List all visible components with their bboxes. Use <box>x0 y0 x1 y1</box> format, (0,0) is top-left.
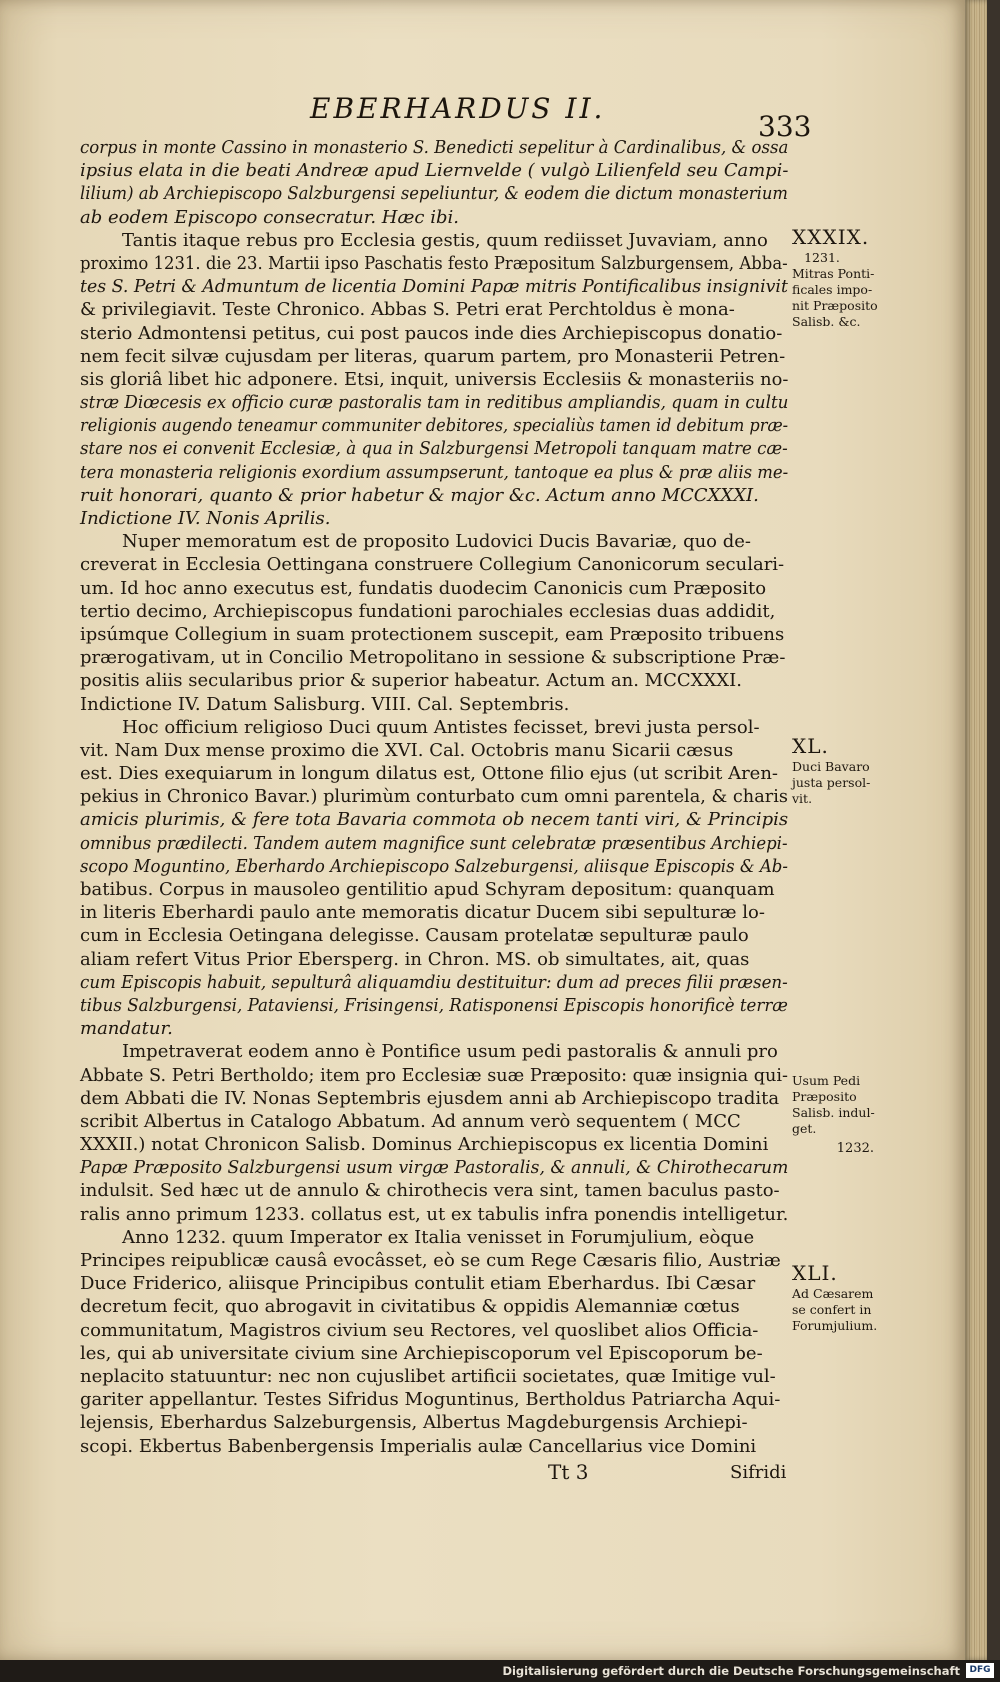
margin-note-usum-pedi <box>792 1073 884 1157</box>
text-line: scopo Moguntino, Eberhardo Archiepiscopo Salzeburgensi, aliisque Episcopis & Ab- <box>80 855 789 877</box>
margin-year: 1232. <box>836 1141 874 1156</box>
text-line: dem Abbati die IV. Nonas Septembris ejusdem anni ab Archiepiscopo tradita <box>80 1087 780 1109</box>
text-line: stræ Diœcesis ex officio curæ pastoralis tam in reditibus ampliandis, quam in cultu <box>80 392 789 414</box>
margin-note-line: justa persol- <box>792 775 871 790</box>
text-line: tera monasteria religionis exordium assumpserunt, tantoque ea plus & præ aliis me- <box>80 461 789 483</box>
text-line: ralis anno primum 1233. collatus est, ut ex tabulis infra ponendis intelligetur. <box>80 1203 789 1225</box>
text-line: proximo 1231. die 23. Martii ipso Paschatis festo Præpositum Salzburgensem, Abba- <box>80 252 788 274</box>
margin-note-line: vit. <box>792 791 813 806</box>
text-line: Papæ Præposito Salzburgensi usum virgæ Pastoralis, & annuli, & Chirothecarum <box>80 1157 789 1179</box>
text-line: pekius in Chronico Bavar.) plurimùm conturbato cum omni parentela, & charis <box>80 786 788 808</box>
text-line: stare nos ei convenit Ecclesiæ, à qua in Salzburgensi Metropoli tanquam matre cæ- <box>80 438 788 460</box>
text-line: communitatum, Magistros civium seu Rectores, vel quoslibet alios Officia- <box>80 1319 759 1341</box>
text-line: Hoc officium religioso Duci quum Antistes fecisset, brevi justa persol- <box>122 716 760 738</box>
margin-note-line: Salisb. &c. <box>792 314 861 329</box>
text-line: creverat in Ecclesia Oettingana construere Collegium Canonicorum seculari- <box>80 554 785 576</box>
text-line: ipsius elata in die beati Andreæ apud Liernvelde ( vulgò Lilienfeld seu Campi- <box>80 160 789 182</box>
text-line: corpus in monte Cassino in monasterio S. Benedicti sepelitur à Cardinalibus, & ossa <box>80 137 789 158</box>
margin-year: 1231. <box>804 250 840 265</box>
margin-note-xl <box>792 733 884 807</box>
text-line: in literis Eberhardi paulo ante memoratis dicatur Ducem sibi sepulturæ lo- <box>80 902 765 924</box>
margin-note-line: Mitras Ponti- <box>792 266 875 281</box>
text-line: sis gloriâ libet hic adponere. Etsi, inquit, universis Ecclesiis & monasteriis no- <box>80 368 789 390</box>
signature-mark: Tt 3 <box>548 1460 589 1484</box>
text-line: Duce Friderico, aliisque Principibus contulit etiam Eberhardus. Ibi Cæsar <box>80 1273 756 1295</box>
margin-note-line: Salisb. indul- <box>792 1105 875 1120</box>
running-head: EBERHARDUS II. <box>310 92 606 125</box>
margin-note-line: Usum Pedi <box>792 1073 861 1088</box>
margin-note-line: ficales impo- <box>792 282 873 297</box>
text-line: & privilegiavit. Teste Chronico. Abbas S. Petri erat Perchtoldus è mona- <box>80 299 735 321</box>
body-text <box>80 136 788 1458</box>
text-line: est. Dies exequiarum in longum dilatus est, Ottone filio ejus (ut scribit Aren- <box>80 763 779 785</box>
text-line: scribit Albertus in Catalogo Abbatum. Ad annum verò sequentem ( MCC <box>80 1110 741 1132</box>
margin-section-number: XXXIX. <box>792 225 870 249</box>
text-line: decretum fecit, quo abrogavit in civitatibus & oppidis Alemanniæ cœtus <box>80 1296 740 1318</box>
text-line: scopi. Ekbertus Babenbergensis Imperialis aulæ Cancellarius vice Domini <box>80 1435 757 1457</box>
text-line: sterio Admontensi petitus, cui post paucos inde dies Archiepiscopus donatio- <box>80 322 783 344</box>
margin-note-xxxix <box>792 224 884 330</box>
text-line: Indictione IV. Datum Salisburg. VIII. Cal. Septembris. <box>80 693 570 715</box>
text-line: Principes reipublicæ causâ evocâsset, eò se cum Rege Cæsaris filio, Austriæ <box>80 1250 781 1271</box>
margin-note-line: Forumjulium. <box>792 1318 878 1333</box>
text-line: religionis augendo teneamur communiter debitores, specialiùs tamen id debitum præ- <box>80 415 789 437</box>
text-line: neplacito statuuntur: nec non cujuslibet artificii societates, quæ Imitige vul- <box>80 1365 776 1387</box>
text-line: aliam refert Vitus Prior Ebersperg. in Chron. MS. ob simultates, ait, quas <box>80 948 750 970</box>
text-line: ipsúmque Collegium in suam protectionem suscepit, eam Præposito tribuens <box>80 623 785 645</box>
margin-note-line: nit Præposito <box>792 298 878 313</box>
text-line: nem fecit silvæ cujusdam per literas, quarum partem, pro Monasterii Petren- <box>80 345 786 367</box>
text-line: ab eodem Episcopo consecratur. Hæc ibi. <box>80 206 459 228</box>
text-line: vit. Nam Dux mense proximo die XVI. Cal. Octobris manu Sicarii cæsus <box>80 739 734 761</box>
margin-note-line: Duci Bavaro <box>792 759 870 774</box>
page-number: 333 <box>758 110 812 143</box>
margin-section-number: XL. <box>792 734 829 758</box>
page-edge <box>965 0 987 1660</box>
text-line: ruit honorari, quanto & prior habetur & major &c. Actum anno MCCXXXI. <box>80 484 759 506</box>
text-line: Nuper memoratum est de proposito Ludovici Ducis Bavariæ, quo de- <box>122 531 751 553</box>
text-line: tertio decimo, Archiepiscopus fundationi parochiales ecclesias duas addidit, <box>80 600 776 622</box>
text-line: positis aliis secularibus prior & superior habeatur. Actum an. MCCXXXI. <box>80 670 742 692</box>
catchword: Sifridi <box>730 1462 787 1483</box>
text-line: Impetraverat eodem anno è Pontifice usum pedi pastoralis & annuli pro <box>122 1041 778 1063</box>
margin-note-line: Ad Cæsarem <box>792 1286 874 1301</box>
margin-note-line: get. <box>792 1121 817 1136</box>
text-line: amicis plurimis, & fere tota Bavaria commota ob necem tanti viri, & Principis <box>80 809 789 831</box>
text-line: Tantis itaque rebus pro Ecclesia gestis, quum rediisset Juvaviam, anno <box>122 229 768 251</box>
funding-credit: Digitalisierung gefördert durch die Deutsche Forschungsgemeinschaft <box>502 1664 960 1678</box>
text-line: um. Id hoc anno executus est, fundatis duodecim Canonicis cum Præposito <box>80 577 767 599</box>
text-line: les, qui ab universitate civium sine Archiepiscoporum vel Episcoporum be- <box>80 1342 763 1364</box>
text-line: tes S. Petri & Admuntum de licentia Domini Papæ mitris Pontificalibus insignivit <box>80 276 788 298</box>
text-line: omnibus prædilecti. Tandem autem magnifice sunt celebratæ præsentibus Archiepi- <box>80 832 788 854</box>
margin-section-number: XLI. <box>792 1261 838 1285</box>
margin-note-line: se confert in <box>792 1302 872 1317</box>
text-line: cum in Ecclesia Oetingana delegisse. Causam protelatæ sepulturæ paulo <box>80 925 749 947</box>
text-line: Indictione IV. Nonis Aprilis. <box>80 508 331 529</box>
text-line: prærogativam, ut in Concilio Metropolitano in sessione & subscriptione Præ- <box>80 647 786 669</box>
text-line: Abbate S. Petri Bertholdo; item pro Ecclesiæ suæ Præposito: quæ insignia qui- <box>80 1064 788 1086</box>
footer-bar <box>0 1660 1000 1682</box>
text-line: lilium) ab Archiepiscopo Salzburgensi sepeliuntur, & eodem die dictum monasterium <box>80 183 788 205</box>
text-line: XXXII.) notat Chronicon Salisb. Dominus Archiepiscopus ex licentia Domini <box>80 1134 769 1156</box>
text-line: cum Episcopis habuit, sepulturâ aliquamdiu destituitur: dum ad preces filii præsen- <box>80 971 788 993</box>
text-line: batibus. Corpus in mausoleo gentilitio apud Schyram depositum: quanquam <box>80 879 775 900</box>
dfg-logo: DFG <box>966 1663 994 1678</box>
text-line: indulsit. Sed hæc ut de annulo & chirothecis vera sint, tamen baculus pasto- <box>80 1180 780 1202</box>
book-spine-shadow <box>987 0 1000 1682</box>
text-line: tibus Salzburgensi, Pataviensi, Frisingensi, Ratisponensi Episcopis honorificè terræ <box>80 994 788 1016</box>
text-line: mandatur. <box>80 1018 173 1040</box>
margin-note-line: Præposito <box>792 1089 857 1104</box>
text-line: gariter appellantur. Testes Sifridus Moguntinus, Bertholdus Patriarcha Aqui- <box>80 1389 781 1411</box>
margin-note-xli <box>792 1260 884 1334</box>
text-line: lejensis, Eberhardus Salzeburgensis, Albertus Magdeburgensis Archiepi- <box>80 1412 748 1434</box>
text-line: Anno 1232. quum Imperator ex Italia venisset in Forumjulium, eòque <box>122 1226 755 1248</box>
